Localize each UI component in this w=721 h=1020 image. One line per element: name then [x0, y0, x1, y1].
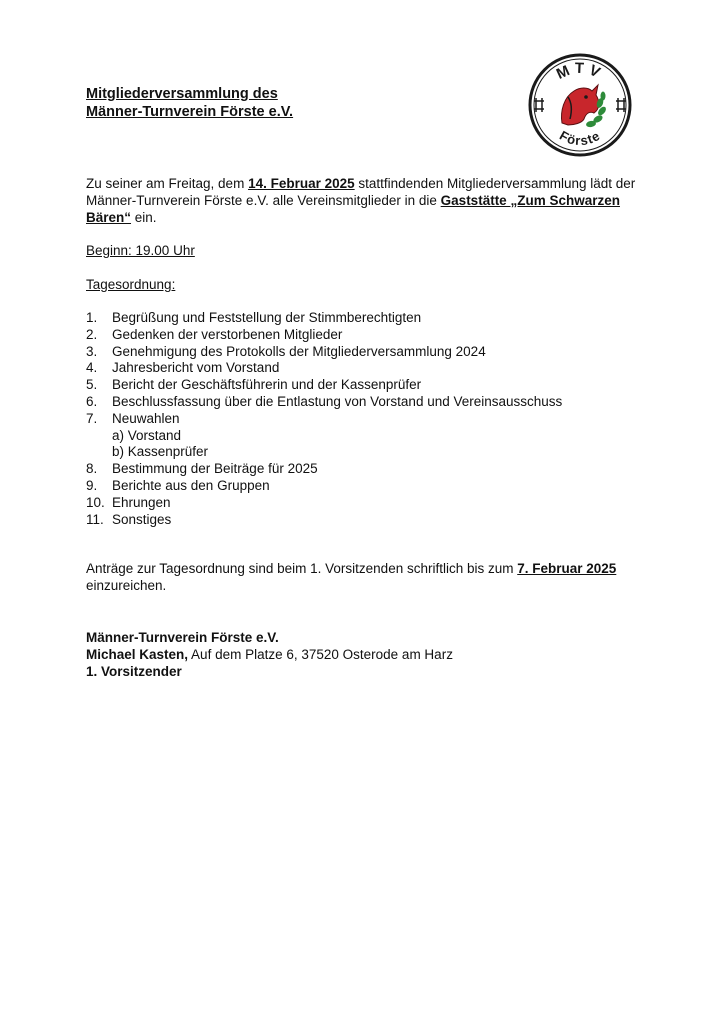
agenda-item-text: Bestimmung der Beiträge für 2025 — [112, 461, 318, 477]
signature-block — [86, 630, 453, 680]
logo-top-text: MTV — [553, 59, 607, 84]
agenda-item — [86, 512, 646, 529]
agenda-subitem: a) Vorstand — [112, 427, 182, 443]
title-line-1: Mitgliederversammlung des — [86, 86, 278, 102]
agenda-heading: Tagesordnung: — [86, 277, 176, 292]
agenda-item — [86, 327, 646, 344]
agenda-item-text: Gedenken der verstorbenen Mitglieder — [112, 326, 343, 342]
agenda-item-text: Ehrungen — [112, 494, 171, 510]
agenda-item-number: 3. — [86, 343, 98, 359]
agenda-item-text: Bericht der Geschäftsführerin und der Kassenprüfer — [112, 377, 422, 393]
intro-text-3: ein. — [131, 209, 157, 225]
motions-text-2: einzureichen. — [86, 577, 167, 593]
agenda-item-number: 4. — [86, 360, 98, 376]
agenda-item — [86, 495, 646, 512]
agenda-item-text: Berichte aus den Gruppen — [112, 477, 270, 493]
title-line-2: Männer-Turnverein Förste e.V. — [86, 104, 294, 120]
agenda-item-text: Sonstiges — [112, 511, 172, 527]
signature-name: Michael Kasten, — [86, 646, 189, 662]
agenda-item-number: 7. — [86, 410, 98, 426]
agenda-item-text: Beschlussfassung über die Entlastung von Vorstand und Vereinsausschuss — [112, 393, 563, 409]
agenda-item — [86, 411, 646, 428]
agenda-item — [86, 377, 646, 394]
agenda-item — [86, 461, 646, 478]
agenda-item — [86, 310, 646, 327]
agenda-item — [86, 394, 646, 411]
agenda-item-number: 2. — [86, 326, 98, 342]
agenda-item-number: 11. — [86, 511, 104, 527]
agenda-item-number: 1. — [86, 310, 98, 325]
agenda-list — [86, 310, 646, 528]
intro-paragraph — [86, 176, 646, 226]
agenda-item-number: 10. — [86, 494, 105, 510]
meeting-venue: Gaststätte „Zum Schwarzen Bären“ — [86, 192, 620, 225]
signature-line — [86, 647, 453, 664]
agenda-item-text: Jahresbericht vom Vorstand — [112, 360, 280, 376]
agenda-item — [86, 360, 646, 377]
agenda-item-text: Begrüßung und Feststellung der Stimmberechtigten — [112, 310, 422, 325]
agenda-item — [86, 478, 646, 495]
signature-org: Männer-Turnverein Förste e.V. — [86, 630, 279, 645]
agenda-item-number: 6. — [86, 393, 98, 409]
intro-text-2: stattfindenden Mitgliederversammlung lädt der Männer-Turnverein Förste e.V. alle Vereinsmitglieder in die — [86, 176, 636, 208]
mtv-logo — [528, 53, 632, 157]
motions-deadline: 7. Februar 2025 — [517, 561, 617, 576]
motions-paragraph — [86, 561, 646, 595]
agenda-item-text: Neuwahlen — [112, 410, 180, 426]
document-title — [86, 85, 293, 121]
motions-text-1: Anträge zur Tagesordnung sind beim 1. Vorsitzenden schriftlich bis zum — [86, 561, 518, 576]
agenda-item-number: 5. — [86, 377, 98, 393]
logo-bottom-text: Förste — [557, 127, 604, 149]
signature-address: Auf dem Platze 6, 37520 Osterode am Harz — [188, 646, 453, 662]
agenda-item — [86, 344, 646, 361]
meeting-date: 14. Februar 2025 — [248, 176, 355, 191]
intro-text-1: Zu seiner am Freitag, dem — [86, 176, 249, 191]
agenda-item-number: 9. — [86, 477, 98, 493]
agenda-item-number: 8. — [86, 461, 98, 477]
signature-role: 1. Vorsitzender — [86, 663, 182, 679]
agenda-subitem: b) Kassenprüfer — [112, 444, 209, 460]
agenda-item-text: Genehmigung des Protokolls der Mitgliederversammlung 2024 — [112, 343, 486, 359]
begin-time: Beginn: 19.00 Uhr — [86, 243, 195, 258]
